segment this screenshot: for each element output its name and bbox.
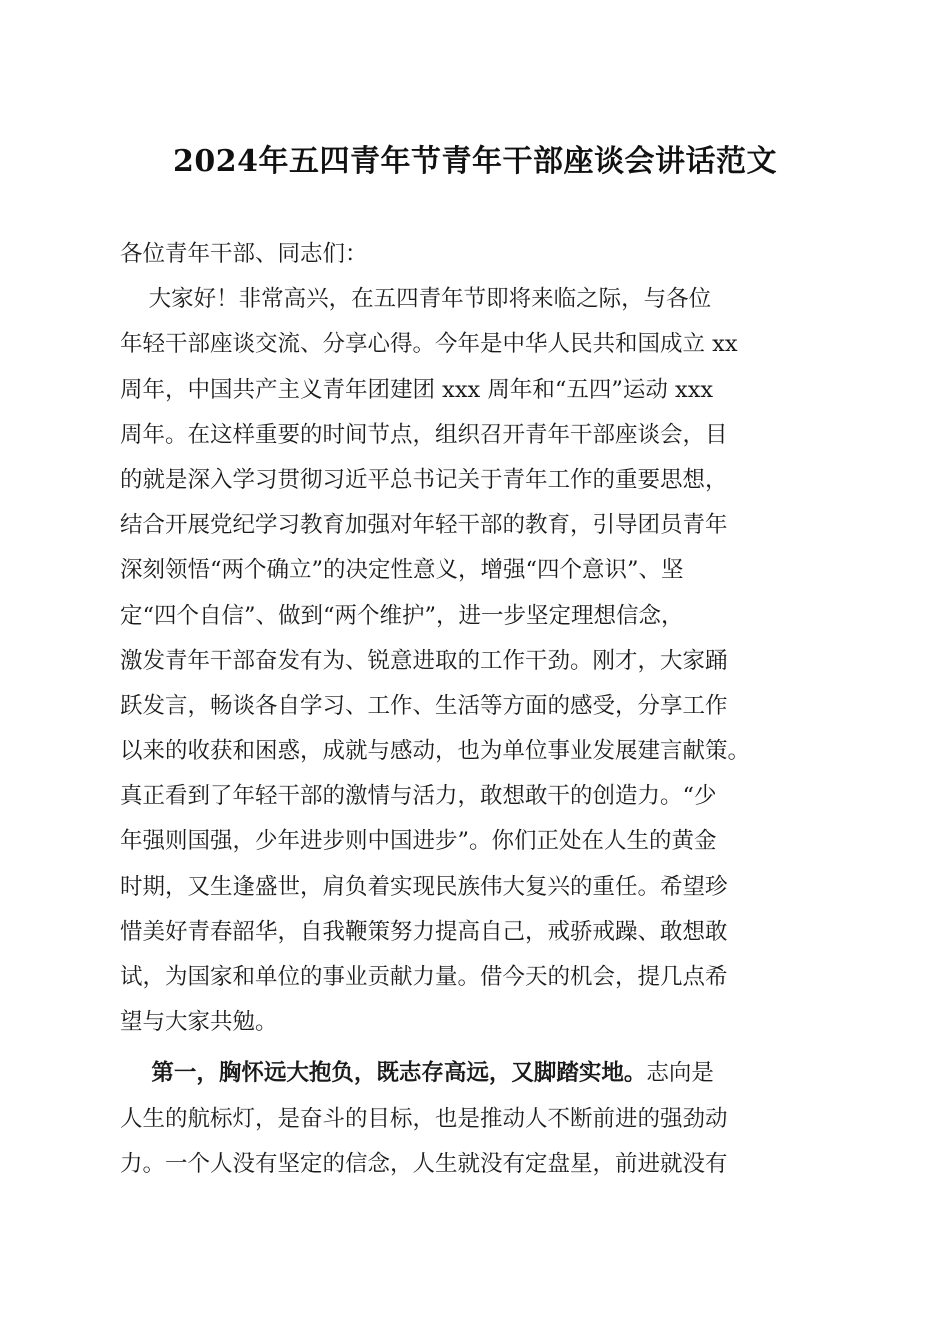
paragraph-line: 周年，中国共产主义青年团建团 xxx 周年和“五四”运动 xxx xyxy=(120,376,714,403)
paragraph-line: 年强则国强，少年进步则中国进步”。你们正处在人生的黄金 xyxy=(120,828,717,855)
document-title: 2024年五四青年节青年干部座谈会讲话范文 xyxy=(173,144,777,179)
paragraph-line: 惜美好青春韶华，自我鞭策努力提高自己，戒骄戒躁、敢想敢 xyxy=(120,918,728,945)
paragraph-line: 结合开展党纪学习教育加强对年轻干部的教育，引导团员青年 xyxy=(120,512,728,539)
paragraph-line: 定“四个自信”、做到“两个维护”，进一步坚定理想信念， xyxy=(120,602,684,629)
section-heading-first: 第一，胸怀远大抱负，既志存高远，又脚踏实地。 xyxy=(120,1060,647,1087)
paragraph-line: 跃发言，畅谈各自学习、工作、生活等方面的感受，分享工作 xyxy=(120,692,728,719)
paragraph-line: 大家好！非常高兴，在五四青年节即将来临之际，与各位 xyxy=(120,286,712,313)
paragraph-line xyxy=(120,1051,832,1096)
salutation: 各位青年干部、同志们： xyxy=(120,241,368,267)
paragraph-line: 望与大家共勉。 xyxy=(120,1009,278,1036)
paragraph-line: 力。一个人没有坚定的信念，人生就没有定盘星，前进就没有 xyxy=(120,1150,728,1177)
paragraph-line: 以来的收获和困惑，成就与感动，也为单位事业发展建言献策。 xyxy=(120,738,751,765)
document-body xyxy=(120,232,832,1187)
paragraph-line: 激发青年干部奋发有为、锐意进取的工作干劲。刚才，大家踊 xyxy=(120,647,728,674)
paragraph-line: 时期，又生逢盛世，肩负着实现民族伟大复兴的重任。希望珍 xyxy=(120,873,728,900)
paragraph-line: 人生的航标灯，是奋斗的目标，也是推动人不断前进的强劲动 xyxy=(120,1105,728,1132)
paragraph-line: 试，为国家和单位的事业贡献力量。借今天的机会，提几点希 xyxy=(120,964,728,990)
paragraph-line: 周年。在这样重要的时间节点，组织召开青年干部座谈会，目 xyxy=(120,421,728,448)
paragraph-line: 年轻干部座谈交流、分享心得。今年是中华人民共和国成立 xx xyxy=(120,331,738,358)
paragraph-2 xyxy=(120,1051,832,1187)
paragraph-text: 志向是 xyxy=(646,1060,714,1087)
paragraph-line: 的就是深入学习贯彻习近平总书记关于青年工作的重要思想， xyxy=(120,466,728,493)
paragraph-1 xyxy=(120,277,832,1045)
paragraph-line: 深刻领悟“两个确立”的决定性意义，增强“四个意识”、坚 xyxy=(120,557,684,584)
paragraph-line: 真正看到了年轻干部的激情与活力，敢想敢干的创造力。“少 xyxy=(120,783,717,810)
